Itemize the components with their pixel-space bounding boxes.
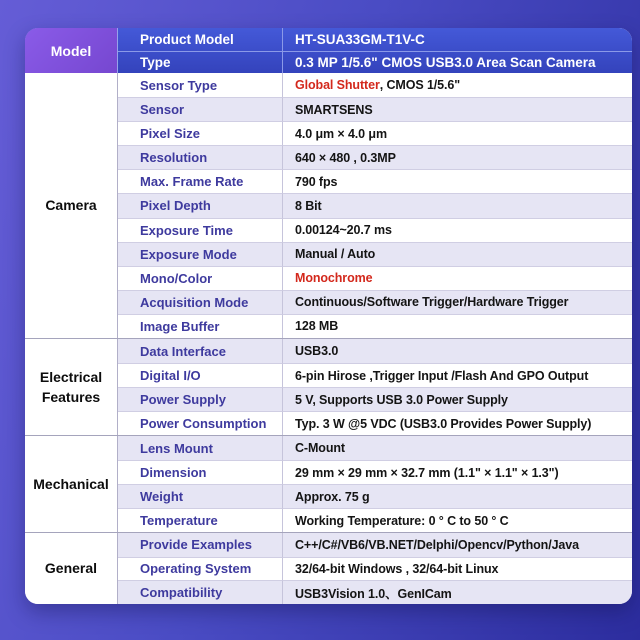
- value-text: , CMOS 1/5.6": [379, 78, 461, 93]
- value-text: C++/C#/VB6/VB.NET/Delphi/Opencv/Python/Java: [295, 537, 579, 552]
- spec-value: [283, 97, 632, 121]
- value-text: 8 Bit: [295, 198, 322, 213]
- spec-label: Lens Mount: [118, 436, 283, 460]
- spec-value: [283, 314, 632, 338]
- spec-label: Max. Frame Rate: [118, 169, 283, 193]
- spec-value: [283, 387, 632, 411]
- category-label-general: General: [25, 533, 118, 604]
- spec-label: Acquisition Mode: [118, 290, 283, 314]
- spec-value: [283, 484, 632, 508]
- category-label-electrical-features: Electrical Features: [25, 339, 118, 435]
- spec-label: Exposure Time: [118, 218, 283, 242]
- spec-label: Exposure Mode: [118, 242, 283, 266]
- header-label: Type: [118, 52, 283, 74]
- value-text: 128 MB: [295, 319, 339, 334]
- spec-value: [283, 145, 632, 169]
- header-value: HT-SUA33GM-T1V-C: [295, 31, 425, 47]
- spec-value: [283, 508, 632, 532]
- model-header-cell: [25, 28, 118, 73]
- header-label: Product Model: [118, 28, 283, 51]
- spec-value: [283, 266, 632, 290]
- spec-value: [283, 290, 632, 314]
- value-text: USB3.0: [295, 344, 339, 358]
- highlighted-value: Monochrome: [295, 271, 373, 286]
- spec-value: [283, 339, 632, 363]
- spec-label: Mono/Color: [118, 266, 283, 290]
- spec-label: Dimension: [118, 460, 283, 484]
- value-text: 32/64-bit Windows , 32/64-bit Linux: [295, 561, 499, 576]
- header-row-type: [118, 51, 632, 74]
- category-label-camera: Camera: [25, 73, 118, 338]
- highlighted-value: Global Shutter: [295, 78, 380, 93]
- spec-value: [283, 436, 632, 460]
- table-header: [25, 28, 632, 73]
- spec-label: Digital I/O: [118, 363, 283, 387]
- section-electrical-features: [25, 338, 632, 435]
- spec-label: Data Interface: [118, 339, 283, 363]
- value-text: Continuous/Software Trigger/Hardware Trigger: [295, 295, 569, 310]
- spec-label: Temperature: [118, 508, 283, 532]
- value-text: 0.00124~20.7 ms: [295, 223, 392, 238]
- value-text: 5 V, Supports USB 3.0 Power Supply: [295, 392, 508, 407]
- spec-value: [283, 411, 632, 435]
- value-text: 790 fps: [295, 174, 338, 189]
- spec-value: [283, 242, 632, 266]
- value-text: 640 × 480 , 0.3MP: [295, 150, 396, 165]
- spec-value: [283, 533, 632, 557]
- spec-label: Pixel Size: [118, 121, 283, 145]
- spec-value: [283, 580, 632, 604]
- value-text: Manual / Auto: [295, 247, 376, 262]
- spec-label: Power Supply: [118, 387, 283, 411]
- spec-value: [283, 193, 632, 217]
- spec-label: Provide Examples: [118, 533, 283, 557]
- value-text: Working Temperature: 0 ° C to 50 ° C: [295, 513, 509, 528]
- spec-label: Resolution: [118, 145, 283, 169]
- spec-value: [283, 557, 632, 581]
- spec-label: Weight: [118, 484, 283, 508]
- spec-label: Operating System: [118, 557, 283, 581]
- value-text: USB3Vision 1.0、GenICam: [295, 586, 452, 601]
- spec-value: [283, 169, 632, 193]
- value-text: 29 mm × 29 mm × 32.7 mm (1.1" × 1.1" × 1.3"): [295, 465, 559, 480]
- camera-spec-table: [25, 28, 632, 604]
- header-row-product-model: [118, 28, 632, 51]
- spec-label: Sensor Type: [118, 73, 283, 97]
- spec-value: [283, 73, 632, 97]
- section-camera: [25, 73, 632, 338]
- spec-label: Pixel Depth: [118, 193, 283, 217]
- spec-value: [283, 218, 632, 242]
- value-text: 6-pin Hirose ,Trigger Input /Flash And GPO Output: [295, 368, 589, 383]
- spec-value: [283, 363, 632, 387]
- spec-label: Power Consumption: [118, 411, 283, 435]
- spec-value: [283, 121, 632, 145]
- value-text: SMARTSENS: [295, 102, 373, 117]
- value-text: Approx. 75 g: [295, 489, 370, 504]
- value-text: C-Mount: [295, 441, 345, 455]
- value-text: Typ. 3 W @5 VDC (USB3.0 Provides Power Supply): [295, 416, 592, 431]
- header-value: 0.3 MP 1/5.6" CMOS USB3.0 Area Scan Camera: [295, 54, 596, 70]
- spec-label: Sensor: [118, 97, 283, 121]
- section-mechanical: [25, 435, 632, 532]
- table-body: [25, 73, 632, 604]
- value-text: 4.0 μm × 4.0 μm: [295, 126, 387, 141]
- spec-label: Image Buffer: [118, 314, 283, 338]
- section-general: [25, 532, 632, 604]
- spec-value: [283, 460, 632, 484]
- spec-label: Compatibility: [118, 580, 283, 604]
- category-label-mechanical: Mechanical: [25, 436, 118, 532]
- header-rows: [118, 28, 632, 73]
- model-header-label: Model: [50, 42, 92, 59]
